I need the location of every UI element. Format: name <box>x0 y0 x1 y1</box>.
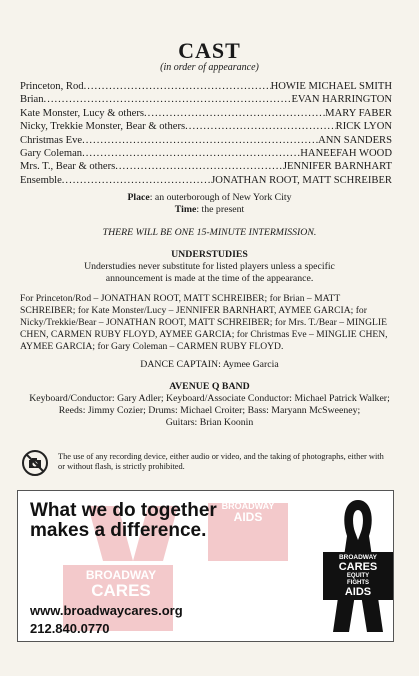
role-name: Christmas Eve <box>20 134 83 146</box>
watermark-text-lower <box>66 567 176 599</box>
place-text: : an outerborough of New York City <box>149 192 292 203</box>
understudies-note-line2: announcement is made at the time of the appearance. <box>105 273 314 284</box>
time-label: Time <box>174 204 197 215</box>
understudies-heading: UNDERSTUDIES <box>171 249 248 260</box>
ad-url: www.broadwaycares.org <box>30 603 183 618</box>
cast-row <box>20 160 392 173</box>
intermission-note: THERE WILL BE ONE 15-MINUTE INTERMISSION. <box>102 227 317 238</box>
understudies-body: For Princeton/Rod – JONATHAN ROOT, MATT SCHREIBER; for Brian – MATT SCHREIBER; for Kate Monster/Lucy – JENNIFER BARNHART, AYMEE GARCIA; for Nicky/Trekkie/Bear – JONATHAN ROOT, MATT SCHREIBER; for Mrs. T./Bear – MINGLIE CHEN, CARMEN RUBY FLOYD, AYMEE GARCIA; for Christmas Eve – MINGLIE CHEN, AYMEE GARCIA; for Gary Coleman – CARMEN RUBY FLOYD. <box>20 293 388 352</box>
watermark-line: CARES <box>91 581 151 600</box>
cast-row <box>20 174 392 187</box>
cast-row <box>20 120 392 133</box>
cast-row <box>20 80 392 93</box>
role-name: Kate Monster, Lucy & others <box>20 107 145 119</box>
cast-row <box>20 147 392 160</box>
cast-title: CAST <box>178 38 241 63</box>
actor-name: HANEEFAH WOOD <box>300 148 392 160</box>
broadway-cares-logo <box>323 496 393 636</box>
ad-phone: 212.840.0770 <box>30 621 110 636</box>
band-heading: AVENUE Q BAND <box>169 381 250 392</box>
role-name: Mrs. T., Bear & others <box>20 161 116 173</box>
logo-line: AIDS <box>344 586 372 598</box>
band-line3: Guitars: Brian Koonin <box>165 417 254 428</box>
cast-row <box>20 93 392 106</box>
time-line <box>0 204 419 215</box>
role-name: Ensemble <box>20 174 62 186</box>
role-name: Nicky, Trekkie Monster, Bear & others <box>20 121 186 133</box>
role-name: Princeton, Rod <box>20 81 84 92</box>
actor-name: MARY FABER <box>325 107 392 119</box>
logo-line: CARES <box>338 561 378 573</box>
watermark-line: AIDS <box>233 510 263 524</box>
dance-captain: DANCE CAPTAIN: Aymee Garcia <box>140 359 279 370</box>
place-line <box>0 192 419 203</box>
logo-line: FIGHTS <box>347 580 369 586</box>
role-name: Brian <box>20 94 44 106</box>
band-line1: Keyboard/Conductor: Gary Adler; Keyboard/Associate Conductor: Michael Patrick Walker; <box>29 393 390 404</box>
band-line2: Reeds: Jimmy Cozier; Drums: Michael Croiter; Bass: Maryann McSweeney; <box>58 405 361 416</box>
logo-line: BROADWAY <box>338 554 378 561</box>
actor-name: HOWIE MICHAEL SMITH <box>270 81 392 92</box>
actor-name: JENNIFER BARNHART <box>282 161 392 173</box>
headline-line: What we do together <box>30 500 217 521</box>
time-text: : the present <box>196 204 245 215</box>
no-camera-icon <box>22 450 48 476</box>
cast-row <box>20 107 392 120</box>
recording-notice <box>22 450 392 480</box>
watermark-text <box>213 501 283 523</box>
understudies-note-line1: Understudies never substitute for listed players unless a specific <box>84 261 335 272</box>
headline-line: makes a difference. <box>30 520 207 541</box>
logo-text-block <box>323 552 393 600</box>
actor-name: RICK LYON <box>335 121 392 133</box>
broadway-cares-ad <box>17 490 394 642</box>
watermark-line: BROADWAY <box>85 568 157 582</box>
cast-list <box>20 80 392 187</box>
ad-headline <box>30 501 217 541</box>
cast-subtitle: (in order of appearance) <box>160 62 259 73</box>
actor-name: JONATHAN ROOT, MATT SCHREIBER <box>211 174 392 186</box>
notice-text: The use of any recording device, either audio or video, and the taking of photographs, either with or without flash, is strictly prohibited. <box>58 452 384 471</box>
place-label: Place <box>127 192 150 203</box>
watermark-line: BROADWAY <box>221 501 275 511</box>
actor-name: EVAN HARRINGTON <box>291 94 392 106</box>
actor-name: ANN SANDERS <box>318 134 392 146</box>
cast-row <box>20 134 392 147</box>
role-name: Gary Coleman <box>20 148 83 160</box>
logo-line: EQUITY <box>346 573 370 579</box>
